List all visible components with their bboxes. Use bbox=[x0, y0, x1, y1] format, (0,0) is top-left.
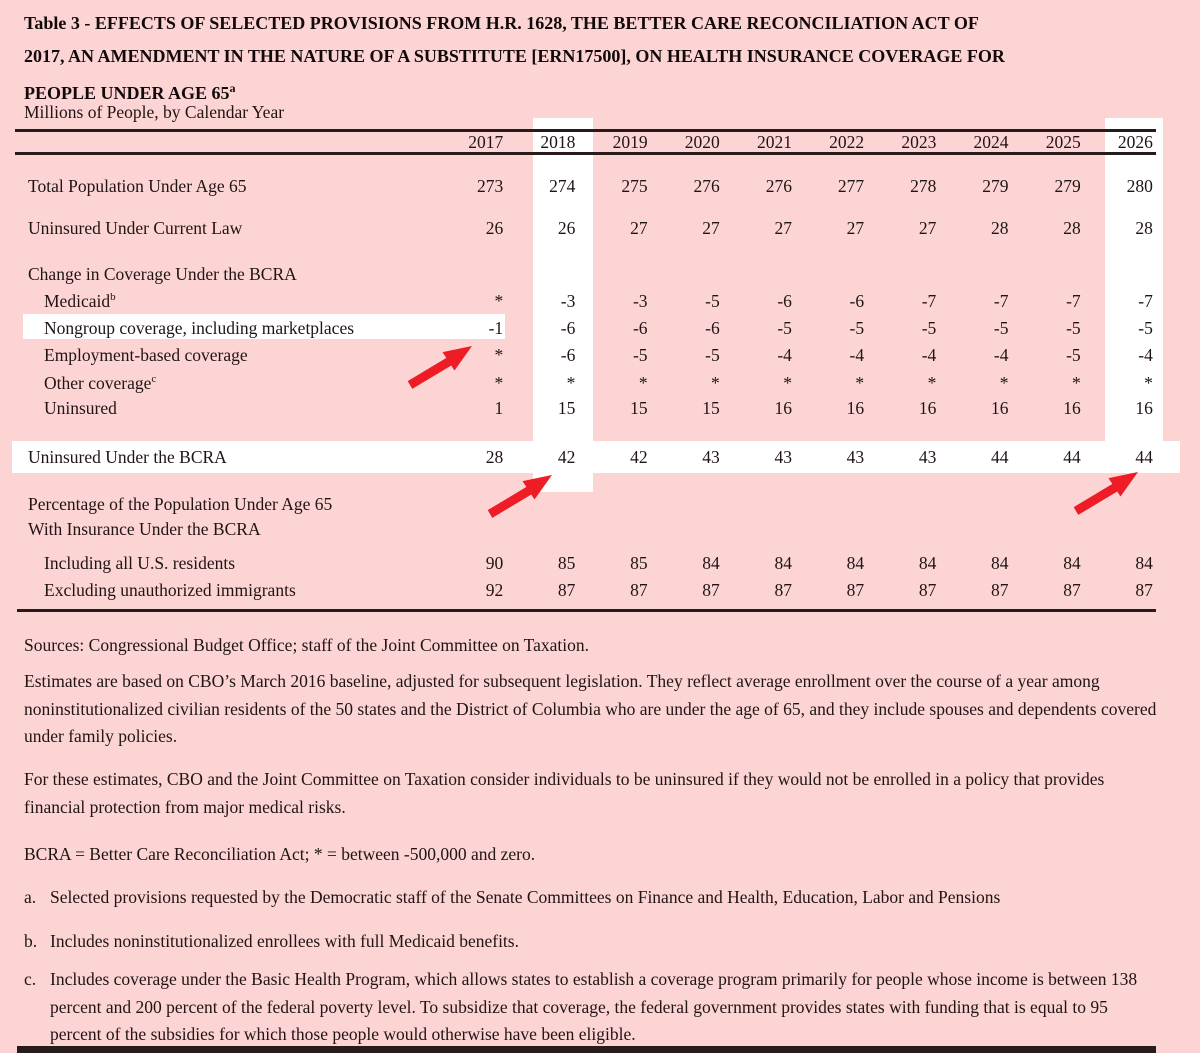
cell: 26 bbox=[557, 218, 576, 238]
row-label: Total Population Under Age 65 bbox=[28, 176, 247, 196]
cell: 84 bbox=[846, 553, 865, 573]
cell: 277 bbox=[837, 176, 865, 196]
cell: 85 bbox=[630, 553, 648, 573]
year-header: 2020 bbox=[684, 132, 720, 152]
red-arrow-icon bbox=[402, 336, 482, 392]
cell: * bbox=[494, 291, 504, 311]
cell: 87 bbox=[774, 580, 792, 600]
cell: * bbox=[855, 373, 865, 393]
cell: -7 bbox=[993, 291, 1009, 311]
cell: 27 bbox=[918, 218, 937, 238]
cell: -6 bbox=[560, 345, 576, 365]
cell: 43 bbox=[918, 447, 937, 467]
cell: 28 bbox=[485, 447, 504, 467]
footnote-c-marker: c. bbox=[24, 969, 37, 989]
row-label: Percentage of the Population Under Age 65 bbox=[28, 494, 333, 514]
title-line-3-text: PEOPLE UNDER AGE 65 bbox=[24, 83, 230, 103]
title-line-2: 2017, AN AMENDMENT IN THE NATURE OF A SUBSTITUTE [ERN17500], ON HEALTH INSURANCE COVERAGE FOR bbox=[24, 45, 1005, 66]
cell: -6 bbox=[849, 291, 865, 311]
table-subtitle: Millions of People, by Calendar Year bbox=[24, 102, 285, 122]
table-row bbox=[28, 397, 1153, 419]
cell: 276 bbox=[765, 176, 792, 196]
cell: -4 bbox=[777, 345, 792, 365]
cell: 87 bbox=[557, 580, 576, 600]
abbreviation-note: BCRA = Better Care Reconciliation Act; * = between -500,000 and zero. bbox=[24, 844, 536, 864]
cell: -5 bbox=[1138, 318, 1153, 338]
title-footnote-marker: a bbox=[229, 81, 236, 95]
cell: * bbox=[711, 373, 720, 393]
cell: 15 bbox=[630, 398, 648, 418]
row-label: Nongroup coverage, including marketplaces bbox=[44, 318, 355, 338]
row-label: With Insurance Under the BCRA bbox=[28, 519, 261, 539]
cell: -7 bbox=[921, 291, 937, 311]
cell: -5 bbox=[705, 345, 720, 365]
cell: 44 bbox=[1063, 447, 1081, 467]
cell: 279 bbox=[982, 176, 1009, 196]
cell: 16 bbox=[991, 398, 1009, 418]
red-arrow-icon bbox=[1068, 462, 1148, 518]
row-label: Medicaid$^b$ bbox=[44, 291, 116, 311]
year-header: 2017 bbox=[468, 132, 504, 152]
year-header: 2021 bbox=[756, 132, 792, 152]
cell: -4 bbox=[921, 345, 937, 365]
cell: 92 bbox=[485, 580, 504, 600]
cell: -5 bbox=[849, 318, 865, 338]
cell: 276 bbox=[693, 176, 720, 196]
cell: -4 bbox=[849, 345, 865, 365]
footnote-a-text: Selected provisions requested by the Democratic staff of the Senate Committees on Finance and Health, Education, Labor and Pensions bbox=[50, 887, 1001, 907]
cell: * bbox=[494, 373, 504, 393]
cell: -6 bbox=[632, 318, 648, 338]
table-row bbox=[28, 579, 1153, 601]
cell: * bbox=[783, 373, 792, 393]
cell: 16 bbox=[918, 398, 937, 418]
cell: 43 bbox=[774, 447, 792, 467]
table-row bbox=[28, 344, 1153, 366]
cell: 87 bbox=[918, 580, 937, 600]
cell: * bbox=[1144, 373, 1153, 393]
footnote-c-text: Includes coverage under the Basic Health Program, which allows states to establish a coverage program primarily for people whose income is between 138 percent and 200 percent of the federal poverty level. To subsidize that coverage, the federal government provides states with funding that is equal to 95 percent of the subsidies for which those people would otherwise have been eligible. bbox=[50, 969, 1138, 1044]
cell: -6 bbox=[705, 318, 720, 338]
cell: -5 bbox=[705, 291, 720, 311]
cell: -4 bbox=[993, 345, 1009, 365]
footnote-marker: c bbox=[151, 373, 157, 386]
table-header-row bbox=[28, 131, 1153, 153]
cell: 90 bbox=[485, 553, 504, 573]
year-header: 2018 bbox=[540, 132, 576, 152]
cell: 28 bbox=[1135, 218, 1153, 238]
cell: * bbox=[494, 345, 504, 365]
table-title bbox=[24, 7, 1184, 110]
cell: 87 bbox=[702, 580, 720, 600]
sources-note: Sources: Congressional Budget Office; staff of the Joint Committee on Taxation. bbox=[24, 635, 590, 655]
cell: 274 bbox=[549, 176, 576, 196]
cell: 44 bbox=[991, 447, 1009, 467]
cell: 28 bbox=[1063, 218, 1081, 238]
year-header: 2023 bbox=[901, 132, 937, 152]
cell: 280 bbox=[1126, 176, 1153, 196]
year-header: 2026 bbox=[1117, 132, 1153, 152]
cell: 16 bbox=[774, 398, 792, 418]
cell: -5 bbox=[632, 345, 648, 365]
cell: 87 bbox=[1063, 580, 1081, 600]
cell: 87 bbox=[991, 580, 1009, 600]
title-line-1: Table 3 - EFFECTS OF SELECTED PROVISIONS FROM H.R. 1628, THE BETTER CARE RECONCILIATION ACT OF bbox=[24, 13, 979, 33]
cell: -7 bbox=[1138, 291, 1153, 311]
footnote-b-marker: b. bbox=[24, 931, 38, 951]
cell: * bbox=[566, 373, 576, 393]
cell: 28 bbox=[991, 218, 1009, 238]
cell: 27 bbox=[774, 218, 792, 238]
year-header: 2024 bbox=[973, 132, 1009, 152]
footnote-a bbox=[24, 884, 1158, 912]
table-bottom-rule bbox=[17, 609, 1156, 612]
cell: 87 bbox=[1135, 580, 1153, 600]
cell: 275 bbox=[621, 176, 648, 196]
table-section-row bbox=[28, 518, 1153, 540]
cell: -3 bbox=[560, 291, 576, 311]
table-row bbox=[28, 290, 1153, 312]
table-section-row bbox=[28, 493, 1153, 515]
cell: -3 bbox=[632, 291, 648, 311]
cell: 87 bbox=[630, 580, 648, 600]
cell: 87 bbox=[846, 580, 865, 600]
cell: * bbox=[927, 373, 937, 393]
cell: 1 bbox=[494, 398, 504, 418]
cell: 84 bbox=[918, 553, 937, 573]
cell: -6 bbox=[777, 291, 792, 311]
cell: -4 bbox=[1138, 345, 1153, 365]
year-header: 2019 bbox=[612, 132, 648, 152]
cell: -6 bbox=[560, 318, 576, 338]
cell: 15 bbox=[557, 398, 576, 418]
cell: * bbox=[638, 373, 648, 393]
cell: 43 bbox=[846, 447, 865, 467]
footnote-marker: b bbox=[110, 291, 116, 304]
cell: 42 bbox=[630, 447, 648, 467]
footnote-c bbox=[24, 966, 1158, 1049]
cell: -5 bbox=[993, 318, 1009, 338]
cell: 279 bbox=[1054, 176, 1081, 196]
cell: 15 bbox=[702, 398, 720, 418]
cell: -5 bbox=[777, 318, 792, 338]
cell: 27 bbox=[846, 218, 865, 238]
row-label: Including all U.S. residents bbox=[44, 553, 236, 573]
uninsured-definition-note: For these estimates, CBO and the Joint Committee on Taxation consider individuals to be uninsured if they would not be enrolled in a policy that provides financial protection from major medical risks. bbox=[24, 769, 1105, 817]
cell: 273 bbox=[476, 176, 504, 196]
cell: -5 bbox=[1066, 345, 1081, 365]
year-header: 2025 bbox=[1045, 132, 1081, 152]
table-section-row bbox=[28, 263, 1153, 285]
row-label: Uninsured Under the BCRA bbox=[28, 447, 227, 467]
row-label: Excluding unauthorized immigrants bbox=[44, 580, 296, 600]
cell: -5 bbox=[921, 318, 937, 338]
row-label: Change in Coverage Under the BCRA bbox=[28, 264, 297, 284]
row-label: Employment-based coverage bbox=[44, 345, 248, 365]
cell: 16 bbox=[1063, 398, 1081, 418]
cell: 26 bbox=[485, 218, 504, 238]
table-row bbox=[28, 372, 1153, 394]
cell: 16 bbox=[1135, 398, 1153, 418]
cell: 27 bbox=[630, 218, 648, 238]
cell: 27 bbox=[702, 218, 720, 238]
row-label bbox=[28, 131, 431, 153]
cell: 44 bbox=[1135, 447, 1153, 467]
cell: 84 bbox=[1135, 553, 1153, 573]
cell: 16 bbox=[846, 398, 865, 418]
footnote-b bbox=[24, 928, 1158, 956]
table-row bbox=[28, 217, 1153, 239]
table-row bbox=[28, 446, 1153, 468]
table-row bbox=[28, 175, 1153, 197]
year-header: 2022 bbox=[829, 132, 865, 152]
cell: * bbox=[999, 373, 1009, 393]
row-label: Uninsured bbox=[44, 398, 117, 418]
cell: 85 bbox=[557, 553, 576, 573]
cell: 84 bbox=[991, 553, 1009, 573]
row-label: Uninsured Under Current Law bbox=[28, 218, 243, 238]
cell: 42 bbox=[557, 447, 576, 467]
red-arrow-icon bbox=[482, 465, 562, 521]
cell: 84 bbox=[1063, 553, 1081, 573]
estimates-note: Estimates are based on CBO’s March 2016 baseline, adjusted for subsequent legislation. They reflect average enrollment over the course of a year among noninstitutionalized civilian residents of the 50 states and the District of Columbia who are under the age of 65, and they include spouses and dependents covered under family policies. bbox=[24, 671, 1157, 746]
cell: 84 bbox=[774, 553, 792, 573]
cell: -1 bbox=[488, 318, 504, 338]
footnote-b-text: Includes noninstitutionalized enrollees with full Medicaid benefits. bbox=[50, 931, 519, 951]
table-row bbox=[28, 317, 1153, 339]
cell: 43 bbox=[702, 447, 720, 467]
cell: * bbox=[1071, 373, 1081, 393]
cell: -7 bbox=[1066, 291, 1081, 311]
cell: 84 bbox=[702, 553, 720, 573]
row-label: Other coverage$^c$ bbox=[44, 373, 157, 393]
cell: 278 bbox=[910, 176, 937, 196]
footnote-a-marker: a. bbox=[24, 887, 37, 907]
cell: -5 bbox=[1066, 318, 1081, 338]
table-row bbox=[28, 552, 1153, 574]
